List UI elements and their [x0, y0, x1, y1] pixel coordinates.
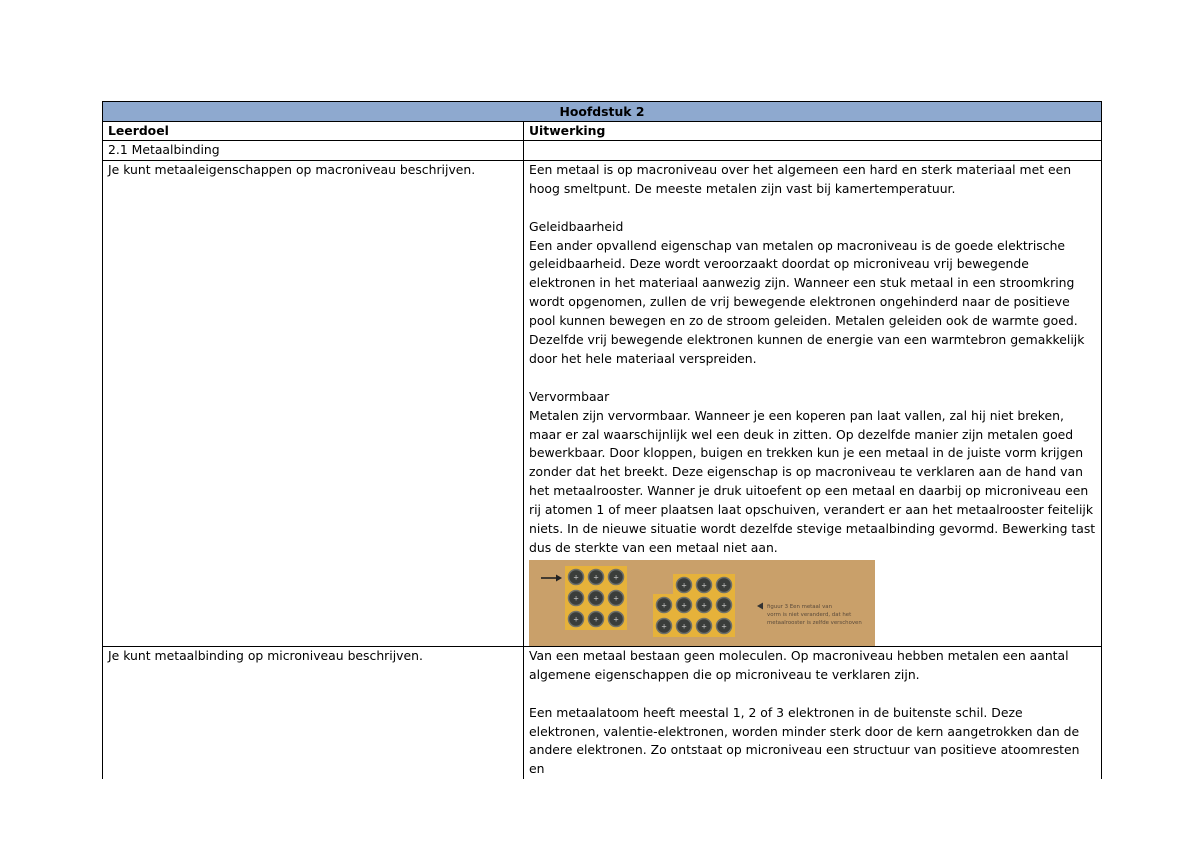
- header-uitwerking: Uitwerking: [524, 122, 1102, 141]
- plus-sign: +: [573, 594, 579, 603]
- header-row: [103, 122, 1102, 141]
- figure-caption: figuur 3 Een metaal van vorm is niet veranderd, dat het metaalrooster is zelfde verschoven: [767, 603, 862, 626]
- explanation-cell: [524, 160, 1102, 646]
- header-leerdoel: Leerdoel: [103, 122, 524, 141]
- explanation-intro: Een metaal is op macroniveau over het algemeen een hard en sterk materiaal met een hoog smeltpunt. De meeste metalen zijn vast bij kamertemperatuur.: [529, 161, 1072, 196]
- paragraph-geleidbaarheid: Een ander opvallend eigenschap van metalen op macroniveau is de goede elektrische geleidbaarheid. Deze wordt veroorzaakt doordat op microniveau vrij bewegende elektronen in het materiaal aanwezig zijn. Wanneer een stuk metaal in een stroomkring wordt opgenomen, zullen de vrij bewegende elektronen ongehinderd naar de positieve pool kunnen bewegen en zo de stroom geleiden. Metalen geleiden ook de warmte goed. Dezelfde vrij bewegende elektronen kunnen de energie van een warmtebron gemakkelijk door het hele materiaal verspreiden.: [529, 237, 1085, 366]
- study-guide-table: [102, 101, 1102, 779]
- plus-sign: +: [613, 615, 619, 624]
- paragraph-microniveau-intro: Van een metaal bestaan geen moleculen. Op macroniveau hebben metalen een aantal algemene eigenschappen die op microniveau te verklaren zijn.: [529, 647, 1069, 682]
- metal-lattice-figure: [529, 560, 875, 646]
- section-title: 2.1 Metaalbinding: [103, 141, 524, 161]
- plus-sign: +: [681, 581, 687, 590]
- section-empty-cell: [524, 141, 1102, 161]
- plus-sign: +: [701, 601, 707, 610]
- lattice-before: [565, 566, 627, 630]
- plus-sign: +: [681, 601, 687, 610]
- plus-sign: +: [661, 622, 667, 631]
- plus-sign: +: [721, 622, 727, 631]
- goal-cell: Je kunt metaaleigenschappen op macroniveau beschrijven.: [103, 160, 524, 646]
- paragraph-gap: [529, 199, 1096, 218]
- plus-sign: +: [593, 594, 599, 603]
- plus-sign: +: [681, 622, 687, 631]
- paragraph-vervormbaar: Metalen zijn vervormbaar. Wanneer je een koperen pan laat vallen, zal hij niet breken, maar er zal waarschijnlijk wel een deuk in zitten. Op dezelfde manier zijn metalen goed bewerkbaar. Door kloppen, buigen en trekken kun je een metaal in de juiste vorm krijgen zonder dat het breekt. Deze eigenschap is op macroniveau te verklaren aan de hand van het metaalrooster. Wanner je druk uitoefent op een metaal en daarbij op microniveau een rij atomen 1 of meer plaatsen laat opschuiven, verandert er aan het metaalrooster feitelijk niets. In de nieuwe situatie wordt dezelfde stevige metaalbinding gevormd. Bewerking tast dus de sterkte van een metaal niet aan.: [529, 407, 1096, 555]
- table-row: [103, 646, 1102, 779]
- goal-cell: Je kunt metaalbinding op microniveau beschrijven.: [103, 646, 524, 779]
- paragraph-valentie: Een metaalatoom heeft meestal 1, 2 of 3 elektronen in de buitenste schil. Deze elektronen, valentie-elektronen, worden minder sterk door de kern aangetrokken dan de andere elektronen. Zo ontstaat op microniveau een structuur van positieve atoomresten en: [529, 704, 1080, 777]
- plus-sign: +: [613, 594, 619, 603]
- section-row: [103, 141, 1102, 161]
- plus-sign: +: [573, 615, 579, 624]
- plus-sign: +: [721, 581, 727, 590]
- plus-sign: +: [613, 573, 619, 582]
- plus-sign: +: [573, 573, 579, 582]
- explanation-cell: [524, 646, 1102, 779]
- subheading-vervormbaar: Vervormbaar: [529, 388, 610, 404]
- plus-sign: +: [661, 601, 667, 610]
- plus-sign: +: [593, 615, 599, 624]
- chapter-title: Hoofdstuk 2: [103, 102, 1102, 122]
- paragraph-gap: [529, 685, 1096, 704]
- table-row: [103, 160, 1102, 646]
- plus-sign: +: [701, 581, 707, 590]
- plus-sign: +: [593, 573, 599, 582]
- paragraph-gap: [529, 369, 1096, 388]
- plus-sign: +: [721, 601, 727, 610]
- plus-sign: +: [701, 622, 707, 631]
- title-row: [103, 102, 1102, 122]
- subheading-geleidbaarheid: Geleidbaarheid: [529, 218, 624, 234]
